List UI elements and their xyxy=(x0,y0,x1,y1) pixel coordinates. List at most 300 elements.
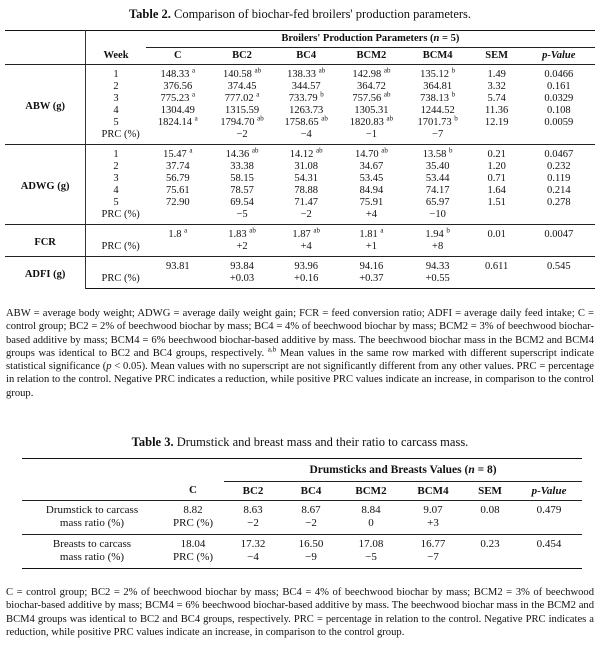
table2-cell-bcm4-superscript: b xyxy=(451,66,456,75)
table2-cell-bcm4 xyxy=(405,173,471,185)
table2-cell-sem: 5.74 xyxy=(487,93,506,104)
table2-cell-bcm2 xyxy=(338,145,404,162)
table2-prc-bc2: +0.03 xyxy=(210,273,274,289)
table2-cell-bcm2 xyxy=(338,173,404,185)
table2-cell-bcm4 xyxy=(405,225,471,242)
table2-cell-bc4-value: 1.87 xyxy=(292,229,311,240)
table2-cell-bcm4 xyxy=(405,145,471,162)
table2-cell-c-value: 1.8 xyxy=(168,229,182,240)
table2-col-header: BCM4 xyxy=(405,48,471,65)
table2-cell-bcm2-value: 364.72 xyxy=(356,81,386,92)
table3-cell-bcm4: 16.77 xyxy=(402,535,464,552)
table3-col-header: BCM4 xyxy=(417,484,449,497)
table2-cell-bc2 xyxy=(210,197,274,209)
table2-cell-c-value: 775.23 xyxy=(160,93,190,104)
table2-cell-bc2-value: 374.45 xyxy=(227,81,257,92)
table2-cell-bcm4-superscript: b xyxy=(454,114,458,123)
table2-cell-c xyxy=(146,257,210,274)
table2-cell-bcm2-value: 53.45 xyxy=(359,173,384,184)
table2-prc-blank xyxy=(146,209,210,225)
table3-cell-bc4: 16.50 xyxy=(282,535,340,552)
table3-cell-c: 18.04 xyxy=(162,535,224,552)
table2-cell-bcm2 xyxy=(338,81,404,93)
table2-row xyxy=(5,65,595,82)
table2-cell-bcm2-superscript: a xyxy=(380,226,384,235)
table2-col-header: BC4 xyxy=(274,48,338,65)
table2-note: ABW = average body weight; ADWG = average daily weight gain; FCR = feed conversion ratio; ADFI = average daily feed intake; C = control group; BC2 = 2% of beechwood biochar by mass; BC4 = 4% of beechwood biochar by mass; BCM2 = 3% of beechwood biochar-based additive by mass; BCM4 = 6% beechwood biochar-based additive by mass. The beechwood biochar mass in the BCM2 and BCM4 groups was identical to BC2 and BC4 groups, respectively. $^{a,b}$ Mean values in the same row marked with different superscript indicate statistical significance (p < 0.05). Mean values with no superscript are not significantly different from any other values. PRC = percentage in relation to the control. Negative PRC indicates a reduction, while positive PRC values indicate an increase, in comparison to the control group. xyxy=(6,308,594,399)
table2-row xyxy=(5,197,595,209)
table2-prc-blank xyxy=(523,209,596,225)
table2-cell-p: 0.0059 xyxy=(544,117,574,128)
table2-cell-p: 0.278 xyxy=(546,197,571,208)
table2-cell-bcm4-value: 35.40 xyxy=(425,161,450,172)
table2-cell-sem: 0.71 xyxy=(487,173,506,184)
table3 xyxy=(22,458,582,569)
table2-cell-c-superscript: a xyxy=(192,66,196,75)
table2-cell-sem: 0.01 xyxy=(471,225,523,242)
table2-cell-bcm2-value: 142.98 xyxy=(352,69,382,80)
table2-cell-bcm4 xyxy=(405,114,471,129)
table2-prc-row xyxy=(5,241,595,257)
table2-week: 5 xyxy=(113,197,119,208)
table2-row xyxy=(5,117,595,129)
table2-prc-bcm2: −1 xyxy=(365,129,377,140)
table2-cell-bc2 xyxy=(210,185,274,197)
table3-cell-p: 0.479 xyxy=(516,501,582,518)
table2-cell-bc2-value: 33.38 xyxy=(230,161,254,172)
table2-cell-c xyxy=(146,105,210,117)
table2-cell-c-value: 148.33 xyxy=(160,69,190,80)
table3-prc-bcm2: 0 xyxy=(368,517,374,529)
table2-week: 1 xyxy=(113,69,119,80)
table3-prc-row xyxy=(22,551,582,569)
table2-cell-p: 0.0047 xyxy=(523,225,596,242)
table2-cell-bc2-value: 1794.70 xyxy=(220,117,255,128)
table2-prc-blank xyxy=(523,241,596,257)
table3-cell-c: 8.82 xyxy=(162,501,224,518)
table2-cell-bcm2 xyxy=(338,90,404,105)
table2-column-header-row xyxy=(5,48,595,65)
table2-prc-row xyxy=(5,129,595,145)
table2-cell-bc2 xyxy=(210,257,274,274)
table2-cell-bc4-value: 31.08 xyxy=(294,161,318,172)
table2-cell-bcm2-superscript: ab xyxy=(383,90,391,99)
table2-row xyxy=(5,225,595,242)
table2-cell-c-value: 56.79 xyxy=(166,173,190,184)
table3-col-header: BCM2 xyxy=(355,484,387,497)
table2-cell-bc2-value: 777.02 xyxy=(224,93,254,104)
table2-cell-bcm4 xyxy=(405,90,471,105)
table2-cell-bcm2 xyxy=(338,161,404,173)
table2-cell-bcm4 xyxy=(405,65,471,82)
table2-col-header: Week xyxy=(86,48,146,65)
table2-section-label: ADWG (g) xyxy=(5,145,86,225)
table2-cell-c-value: 37.74 xyxy=(166,161,190,172)
table2-week: 4 xyxy=(113,185,119,196)
table3-body xyxy=(22,459,582,569)
table3-cell-bc2: 8.63 xyxy=(224,501,282,518)
table2-header-blank xyxy=(5,31,86,48)
table3-prc-bcm4: +3 xyxy=(427,517,439,529)
table3-row xyxy=(22,501,582,518)
table3-col-header xyxy=(22,482,162,501)
table2-week: 5 xyxy=(113,117,119,128)
table2-cell-bcm2 xyxy=(338,225,404,242)
table2-cell-bc4 xyxy=(274,161,338,173)
table2-cell-bcm2 xyxy=(338,197,404,209)
table3-prc-label: PRC (%) xyxy=(162,551,224,569)
table2-prc-bc2: +2 xyxy=(236,241,248,252)
table2-cell-bc4-superscript: ab xyxy=(313,226,320,235)
table3-col-header: p-Value xyxy=(531,484,567,497)
table2-group-header-n: n xyxy=(433,33,440,44)
table3-col-header: BC2 xyxy=(242,484,264,497)
table2-cell-bcm4-value: 94.33 xyxy=(425,261,450,272)
table3-cell-sem: 0.23 xyxy=(464,535,516,552)
table2-week: 2 xyxy=(113,81,119,92)
table2-cell-bcm4 xyxy=(405,257,471,274)
table2-cell-sem: 12.19 xyxy=(484,117,509,128)
table2-cell-c-superscript: a xyxy=(192,90,196,99)
table3-prc-blank xyxy=(464,517,516,535)
table2-cell-bc2 xyxy=(210,90,274,105)
table3-prc-blank xyxy=(516,517,582,535)
table2-cell-bc2 xyxy=(210,225,274,242)
table2-cell-c-superscript: a xyxy=(194,114,198,123)
table2-row xyxy=(5,185,595,197)
table2-cell-bc4 xyxy=(274,197,338,209)
table3-prc-row xyxy=(22,517,582,535)
table2-cell-bcm4-value: 1.94 xyxy=(425,229,444,240)
table2-prc-bcm2: +1 xyxy=(365,241,377,252)
table2-cell-bcm2 xyxy=(338,257,404,274)
table2-cell-bc4-value: 1263.73 xyxy=(289,105,324,116)
table3-prc-blank xyxy=(464,551,516,569)
table3-row-label: Breasts to carcass xyxy=(22,535,162,552)
table2-cell-bc2 xyxy=(210,114,274,129)
table2-prc-blank xyxy=(523,273,596,289)
table2-prc-blank xyxy=(471,209,523,225)
table2-cell-bcm4 xyxy=(405,161,471,173)
table2-prc-bcm4: +8 xyxy=(432,241,444,252)
table2-cell-c-superscript: a xyxy=(184,226,188,235)
table2-cell-bc2 xyxy=(210,161,274,173)
table2-prc-bc2: −2 xyxy=(236,129,248,140)
table2-cell-p: 0.161 xyxy=(546,81,571,92)
table2-cell-bc4 xyxy=(274,81,338,93)
table2-cell-c xyxy=(146,185,210,197)
table3-cell-bc2: 17.32 xyxy=(224,535,282,552)
table2-cell-bcm4-value: 1244.52 xyxy=(420,105,455,116)
table2-cell-bcm4 xyxy=(405,185,471,197)
table2-cell-c xyxy=(146,81,210,93)
table2-cell-c xyxy=(146,114,210,129)
table2-prc-blank xyxy=(146,273,210,289)
table2-cell-bc4 xyxy=(274,114,338,129)
table2-cell-sem: 1.64 xyxy=(487,185,506,196)
table2-cell-bcm2-superscript: ab xyxy=(381,146,388,155)
table2-cell-bc4-value: 1758.65 xyxy=(284,117,319,128)
table2-cell-bc4-value: 71.47 xyxy=(294,197,318,208)
table3-group-header: Drumsticks and Breasts Values (n = 8) xyxy=(224,459,582,482)
table2-cell-bcm2-value: 757.56 xyxy=(352,93,382,104)
table2-cell-sem: 11.36 xyxy=(485,105,509,116)
table2-prc-bc2: −5 xyxy=(236,209,248,220)
table3-row-label-2: mass ratio (%) xyxy=(59,517,125,529)
table2-cell-bc2-value: 69.54 xyxy=(230,197,254,208)
table3-prc-bc2: −2 xyxy=(247,517,259,529)
table2-cell-bcm2-value: 75.91 xyxy=(359,197,384,208)
table2-cell-c xyxy=(146,145,210,162)
table3-col-header: C xyxy=(189,484,197,497)
table2-cell-sem: 1.49 xyxy=(487,69,506,80)
table3-caption-label: Table 3. xyxy=(131,435,174,449)
table2-cell-bcm2 xyxy=(338,105,404,117)
table2-cell-bc4 xyxy=(274,90,338,105)
table2-row xyxy=(5,161,595,173)
table2-prc-bcm4: −10 xyxy=(429,209,446,220)
table2-prc-row xyxy=(5,273,595,289)
table2-cell-bcm2 xyxy=(338,114,404,129)
table2-cell-bcm4-superscript: b xyxy=(449,146,453,155)
table2-cell-c-value: 376.56 xyxy=(163,81,193,92)
table2-week xyxy=(86,225,146,242)
table2-cell-bc4-value: 733.79 xyxy=(288,93,318,104)
table2-cell-p: 0.0329 xyxy=(544,93,574,104)
table2-prc-label: PRC (%) xyxy=(86,273,146,289)
table2-prc-row xyxy=(5,209,595,225)
table2-cell-sem: 1.20 xyxy=(487,161,506,172)
table3-caption xyxy=(0,434,600,450)
table2-prc-label: PRC (%) xyxy=(101,129,140,140)
table2-col-header: BCM2 xyxy=(338,48,404,65)
table2-row xyxy=(5,257,595,274)
table2-cell-bc4-value: 14.12 xyxy=(289,149,314,160)
table2-cell-c xyxy=(146,161,210,173)
table2-header-blank xyxy=(86,31,146,48)
table2-cell-bc4-superscript: ab xyxy=(316,146,323,155)
table3-header-blank xyxy=(22,459,162,482)
table2-cell-bc2-value: 58.15 xyxy=(230,173,254,184)
table3-row xyxy=(22,535,582,552)
table2-col-header: C xyxy=(146,48,210,65)
table2-week: 1 xyxy=(86,145,146,162)
table2-cell-bcm2 xyxy=(338,185,404,197)
table2-cell-p: 0.545 xyxy=(523,257,596,274)
table3-col-header: SEM xyxy=(478,484,502,497)
table2-prc-bcm4: +0.55 xyxy=(405,273,471,289)
table3-cell-sem: 0.08 xyxy=(464,501,516,518)
table2-group-header-row xyxy=(5,31,595,48)
table2-cell-bcm4-value: 53.44 xyxy=(425,173,450,184)
table2-cell-p: 0.0466 xyxy=(544,69,574,80)
table2-caption xyxy=(0,6,600,22)
table2-cell-p: 0.214 xyxy=(546,185,571,196)
table2-cell-sem: 3.32 xyxy=(487,81,506,92)
table2-cell-c-value: 75.61 xyxy=(166,185,190,196)
table2 xyxy=(5,30,595,289)
table3-prc-blank xyxy=(516,551,582,569)
table3-prc-bc4: −2 xyxy=(305,517,317,529)
table2-cell-bc2-value: 1.83 xyxy=(228,229,247,240)
table2-week xyxy=(86,257,146,274)
table2-cell-bcm4-value: 13.58 xyxy=(422,149,447,160)
table2-cell-bcm2-value: 1305.31 xyxy=(354,105,389,116)
table2-cell-bc4-value: 54.31 xyxy=(294,173,318,184)
table2-prc-label: PRC (%) xyxy=(101,209,140,220)
table2-week: 2 xyxy=(113,161,119,172)
table2-prc-bc4: +0.16 xyxy=(274,273,338,289)
table2-prc-blank xyxy=(146,129,210,145)
table2-cell-c xyxy=(146,65,210,82)
table2-body xyxy=(5,31,595,289)
table2-cell-bcm2-value: 84.94 xyxy=(359,185,384,196)
table2-cell-bcm2-value: 14.70 xyxy=(354,149,379,160)
table2-row xyxy=(5,81,595,93)
table2-cell-bc2-value: 140.58 xyxy=(222,69,252,80)
table2-cell-bc2-superscript: a xyxy=(256,90,260,99)
table2-cell-c-value: 93.81 xyxy=(166,261,190,272)
table2-note-superscript: a,b xyxy=(267,345,277,354)
table2-cell-bcm4 xyxy=(405,197,471,209)
table2-cell-sem: 0.21 xyxy=(471,145,523,162)
table2-cell-bc2 xyxy=(210,81,274,93)
table2-cell-bcm4-superscript: b xyxy=(451,90,456,99)
table2-cell-sem: 0.611 xyxy=(471,257,523,274)
table2-section-label: ABW (g) xyxy=(5,65,86,145)
table3-prc-bc2: −4 xyxy=(224,551,282,569)
table2-cell-bcm4-value: 135.12 xyxy=(420,69,449,80)
table2-cell-c xyxy=(146,225,210,242)
table2-cell-bcm2 xyxy=(338,65,404,82)
table2-prc-blank xyxy=(146,241,210,257)
table3-cell-bcm2: 8.84 xyxy=(340,501,402,518)
table2-cell-bc2-superscript: ab xyxy=(254,66,262,75)
table2-cell-bcm2-value: 34.67 xyxy=(359,161,384,172)
table2-cell-bc2-value: 1315.59 xyxy=(224,105,260,116)
table3-header-blank xyxy=(162,459,224,482)
table2-cell-c-superscript: a xyxy=(189,146,193,155)
table2-cell-bcm2-value: 1.81 xyxy=(359,229,378,240)
table2-cell-c xyxy=(146,173,210,185)
table3-group-header-n: n xyxy=(468,463,475,476)
table2-col-header: p-Value xyxy=(523,48,596,65)
table2-col-header: BC2 xyxy=(210,48,274,65)
table2-cell-bc4-value: 93.96 xyxy=(294,261,318,272)
table3-row-label-2: mass ratio (%) xyxy=(22,551,162,569)
table2-section-label: FCR xyxy=(5,225,86,257)
table2-prc-blank xyxy=(471,273,523,289)
table2-cell-p: 0.232 xyxy=(546,161,571,172)
table2-cell-bc2-superscript: ab xyxy=(257,114,264,123)
table2-cell-bc2 xyxy=(210,105,274,117)
table2-header-blank xyxy=(5,48,86,65)
table3-prc-label: PRC (%) xyxy=(172,517,214,529)
table3-cell-bc4: 8.67 xyxy=(282,501,340,518)
table2-cell-bc2 xyxy=(210,173,274,185)
table2-cell-bcm2-superscript: ab xyxy=(383,66,391,75)
table2-prc-bc4: −4 xyxy=(300,129,312,140)
table3-cell-p: 0.454 xyxy=(516,535,582,552)
table3-row-label: Drumstick to carcass xyxy=(22,501,162,518)
table2-cell-bcm4-value: 364.81 xyxy=(423,81,453,92)
table2-cell-p: 0.108 xyxy=(546,105,571,116)
table2-cell-bcm4-value: 738.13 xyxy=(420,93,449,104)
table2-cell-bcm4-value: 74.17 xyxy=(425,185,450,196)
table2-section-label: ADFI (g) xyxy=(5,257,86,289)
table2-cell-bc4-value: 138.33 xyxy=(287,69,317,80)
table2-cell-bcm4 xyxy=(405,81,471,93)
table2-cell-sem: 1.51 xyxy=(487,197,506,208)
table2-prc-bcm2: +0.37 xyxy=(338,273,404,289)
table2-cell-bc4-value: 344.57 xyxy=(291,81,321,92)
table2-cell-bc2 xyxy=(210,145,274,162)
table2-cell-c-value: 1824.14 xyxy=(157,117,193,128)
table2-cell-bc2 xyxy=(210,65,274,82)
table2-prc-bcm4: −7 xyxy=(432,129,444,140)
table2-cell-bc4 xyxy=(274,65,338,82)
table2-cell-bc4 xyxy=(274,105,338,117)
table2-cell-bcm4-value: 1701.73 xyxy=(417,117,452,128)
table2-cell-bc4-value: 78.88 xyxy=(294,185,318,196)
table3-caption-text: Drumstick and breast mass and their ratio to carcass mass. xyxy=(173,435,469,449)
table2-cell-c xyxy=(146,90,210,105)
table2-cell-bc4-superscript: b xyxy=(320,90,324,99)
table2-caption-label: Table 2. xyxy=(128,7,171,21)
table2-cell-c xyxy=(146,197,210,209)
table2-prc-bc4: −2 xyxy=(300,209,312,220)
table2-cell-bc4 xyxy=(274,257,338,274)
table3-column-header-row xyxy=(22,482,582,501)
table2-cell-bcm2-value: 1820.83 xyxy=(349,117,384,128)
table2-cell-p: 0.119 xyxy=(547,173,571,184)
table2-cell-p: 0.0467 xyxy=(523,145,596,162)
table2-cell-bc2-superscript: ab xyxy=(251,146,259,155)
table2-col-header: SEM xyxy=(471,48,523,65)
table3-col-header: BC4 xyxy=(300,484,322,497)
table2-prc-bc4: +4 xyxy=(300,241,312,252)
table2-row xyxy=(5,145,595,162)
table3-cell-bcm2: 17.08 xyxy=(340,535,402,552)
table3-cell-bcm4: 9.07 xyxy=(402,501,464,518)
table2-week: 3 xyxy=(113,173,119,184)
table2-week: 3 xyxy=(113,93,119,104)
table2-prc-label: PRC (%) xyxy=(101,241,140,252)
table3-prc-bcm2: −5 xyxy=(340,551,402,569)
table2-row xyxy=(5,105,595,117)
table2-cell-bc4-superscript: ab xyxy=(321,114,328,123)
table2-cell-bc2-value: 78.57 xyxy=(230,185,254,196)
table2-cell-bcm4-value: 65.97 xyxy=(425,197,450,208)
table2-cell-bc4 xyxy=(274,173,338,185)
table3-group-header-row xyxy=(22,459,582,482)
table2-cell-bc2-value: 14.36 xyxy=(225,149,250,160)
table2-cell-bc4-superscript: ab xyxy=(318,66,326,75)
table2-group-header: Broilers' Production Parameters (n = 5) xyxy=(146,31,595,48)
table2-caption-text: Comparison of biochar-fed broilers' production parameters. xyxy=(170,7,472,21)
table2-cell-bc2-superscript: ab xyxy=(249,226,256,235)
table2-cell-bc4 xyxy=(274,145,338,162)
table2-cell-bcm4-superscript: b xyxy=(446,226,450,235)
table2-prc-blank xyxy=(471,241,523,257)
table2-cell-bc4 xyxy=(274,225,338,242)
table2-cell-bcm2-value: 94.16 xyxy=(359,261,384,272)
table2-cell-bcm2-superscript: ab xyxy=(386,114,394,123)
table2-week: 4 xyxy=(113,105,119,116)
table2-cell-c-value: 15.47 xyxy=(163,149,187,160)
table2-prc-blank xyxy=(523,129,596,145)
table2-row xyxy=(5,93,595,105)
